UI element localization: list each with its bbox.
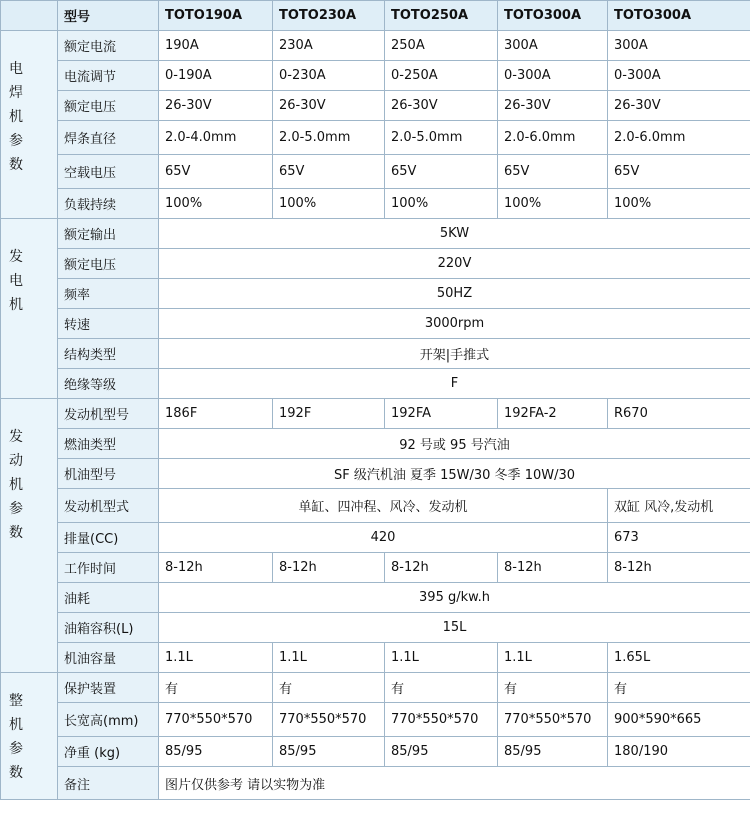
- cell: 8-12h: [273, 553, 385, 583]
- row-label: 额定电压: [58, 249, 159, 279]
- table-row: [1, 309, 750, 339]
- cell: 395 g/kw.h: [159, 583, 750, 613]
- section-generator: [1, 219, 58, 399]
- section-engine: [1, 399, 58, 673]
- cell: 0-250A: [385, 61, 498, 91]
- row-label: 机油型号: [58, 459, 159, 489]
- row-label: 额定电流: [58, 31, 159, 61]
- cell: 有: [159, 673, 273, 703]
- cell: 100%: [608, 189, 750, 219]
- cell: 1.1L: [385, 643, 498, 673]
- row-label: 燃油类型: [58, 429, 159, 459]
- section-title: 发动机参数: [9, 429, 23, 541]
- cell: 2.0-6.0mm: [498, 121, 608, 155]
- table-row: [1, 121, 750, 155]
- section-title: 整机参数: [9, 693, 23, 781]
- cell: 1.1L: [273, 643, 385, 673]
- cell: 100%: [498, 189, 608, 219]
- table-row: [1, 459, 750, 489]
- cell: 770*550*570: [159, 703, 273, 737]
- section-machine: [1, 673, 58, 800]
- cell: 0-300A: [608, 61, 750, 91]
- cell: 85/95: [159, 737, 273, 767]
- cell: 230A: [273, 31, 385, 61]
- cell: 26-30V: [159, 91, 273, 121]
- cell: 420: [159, 523, 608, 553]
- cell: 26-30V: [608, 91, 750, 121]
- header-model: TOTO190A: [159, 1, 273, 31]
- cell: 有: [385, 673, 498, 703]
- cell: 192F: [273, 399, 385, 429]
- cell: 100%: [159, 189, 273, 219]
- cell: 92 号或 95 号汽油: [159, 429, 750, 459]
- cell: 2.0-6.0mm: [608, 121, 750, 155]
- table-row: [1, 155, 750, 189]
- cell: 50HZ: [159, 279, 750, 309]
- row-label: 机油容量: [58, 643, 159, 673]
- table-row: [1, 189, 750, 219]
- row-label: 保护装置: [58, 673, 159, 703]
- header-model: TOTO250A: [385, 1, 498, 31]
- cell: 100%: [273, 189, 385, 219]
- header-model: TOTO230A: [273, 1, 385, 31]
- cell: 65V: [498, 155, 608, 189]
- cell: 有: [608, 673, 750, 703]
- cell: 770*550*570: [385, 703, 498, 737]
- row-label: 负载持续: [58, 189, 159, 219]
- table-row: [1, 31, 750, 61]
- cell: 1.1L: [498, 643, 608, 673]
- row-label: 长宽高(mm): [58, 703, 159, 737]
- cell: 220V: [159, 249, 750, 279]
- row-label: 工作时间: [58, 553, 159, 583]
- cell: 开架|手推式: [159, 339, 750, 369]
- table-row: [1, 399, 750, 429]
- row-label: 电流调节: [58, 61, 159, 91]
- cell: 770*550*570: [498, 703, 608, 737]
- cell: F: [159, 369, 750, 399]
- cell: 15L: [159, 613, 750, 643]
- cell: 190A: [159, 31, 273, 61]
- row-label: 发动机型式: [58, 489, 159, 523]
- table-row: [1, 429, 750, 459]
- cell: 300A: [498, 31, 608, 61]
- section-title: 发电机: [9, 249, 23, 313]
- section-welder: [1, 31, 58, 219]
- cell: SF 级汽机油 夏季 15W/30 冬季 10W/30: [159, 459, 750, 489]
- cell: 图片仅供参考 请以实物为准: [159, 767, 750, 800]
- row-label: 净重 (kg): [58, 737, 159, 767]
- cell: 85/95: [498, 737, 608, 767]
- cell: 26-30V: [273, 91, 385, 121]
- cell: 1.1L: [159, 643, 273, 673]
- row-label: 油耗: [58, 583, 159, 613]
- row-label: 转速: [58, 309, 159, 339]
- cell: 有: [498, 673, 608, 703]
- table-row: [1, 673, 750, 703]
- table-row: [1, 737, 750, 767]
- table-row: [1, 279, 750, 309]
- cell: 26-30V: [385, 91, 498, 121]
- row-label: 排量(CC): [58, 523, 159, 553]
- table-row: [1, 249, 750, 279]
- cell: 5KW: [159, 219, 750, 249]
- table-row: [1, 613, 750, 643]
- cell: 65V: [608, 155, 750, 189]
- cell: 有: [273, 673, 385, 703]
- cell: 770*550*570: [273, 703, 385, 737]
- row-label: 油箱容积(L): [58, 613, 159, 643]
- cell: 65V: [273, 155, 385, 189]
- row-label: 额定电压: [58, 91, 159, 121]
- section-title: 电焊机参数: [9, 61, 23, 173]
- row-label: 发动机型号: [58, 399, 159, 429]
- table-row: [1, 91, 750, 121]
- table-row: [1, 703, 750, 737]
- table-row: [1, 767, 750, 800]
- header-row: [1, 1, 750, 31]
- table-row: [1, 61, 750, 91]
- cell: 2.0-4.0mm: [159, 121, 273, 155]
- cell: R670: [608, 399, 750, 429]
- row-label: 结构类型: [58, 339, 159, 369]
- cell: 250A: [385, 31, 498, 61]
- row-label: 焊条直径: [58, 121, 159, 155]
- table-row: [1, 583, 750, 613]
- cell: 0-300A: [498, 61, 608, 91]
- header-model: TOTO300A: [498, 1, 608, 31]
- cell: 85/95: [385, 737, 498, 767]
- cell: 26-30V: [498, 91, 608, 121]
- table-row: [1, 369, 750, 399]
- cell: 85/95: [273, 737, 385, 767]
- row-label: 额定输出: [58, 219, 159, 249]
- cell: 65V: [159, 155, 273, 189]
- table-row: [1, 219, 750, 249]
- table-row: [1, 489, 750, 523]
- cell: 8-12h: [498, 553, 608, 583]
- header-model: TOTO300A: [608, 1, 750, 31]
- row-label: 频率: [58, 279, 159, 309]
- cell: 双缸 风冷,发动机: [608, 489, 750, 523]
- cell: 100%: [385, 189, 498, 219]
- cell: 192FA: [385, 399, 498, 429]
- table-row: [1, 339, 750, 369]
- table-row: [1, 523, 750, 553]
- header-model-label: 型号: [58, 1, 159, 31]
- cell: 3000rpm: [159, 309, 750, 339]
- row-label: 绝缘等级: [58, 369, 159, 399]
- cell: 180/190: [608, 737, 750, 767]
- cell: 单缸、四冲程、风冷、发动机: [159, 489, 608, 523]
- cell: 300A: [608, 31, 750, 61]
- cell: 2.0-5.0mm: [273, 121, 385, 155]
- cell: 673: [608, 523, 750, 553]
- cell: 1.65L: [608, 643, 750, 673]
- cell: 0-190A: [159, 61, 273, 91]
- cell: 900*590*665: [608, 703, 750, 737]
- cell: 2.0-5.0mm: [385, 121, 498, 155]
- cell: 0-230A: [273, 61, 385, 91]
- cell: 192FA-2: [498, 399, 608, 429]
- row-label: 空载电压: [58, 155, 159, 189]
- table-row: [1, 643, 750, 673]
- row-label: 备注: [58, 767, 159, 800]
- cell: 8-12h: [159, 553, 273, 583]
- cell: 186F: [159, 399, 273, 429]
- cell: 8-12h: [608, 553, 750, 583]
- table-row: [1, 553, 750, 583]
- header-blank: [1, 1, 58, 31]
- cell: 65V: [385, 155, 498, 189]
- cell: 8-12h: [385, 553, 498, 583]
